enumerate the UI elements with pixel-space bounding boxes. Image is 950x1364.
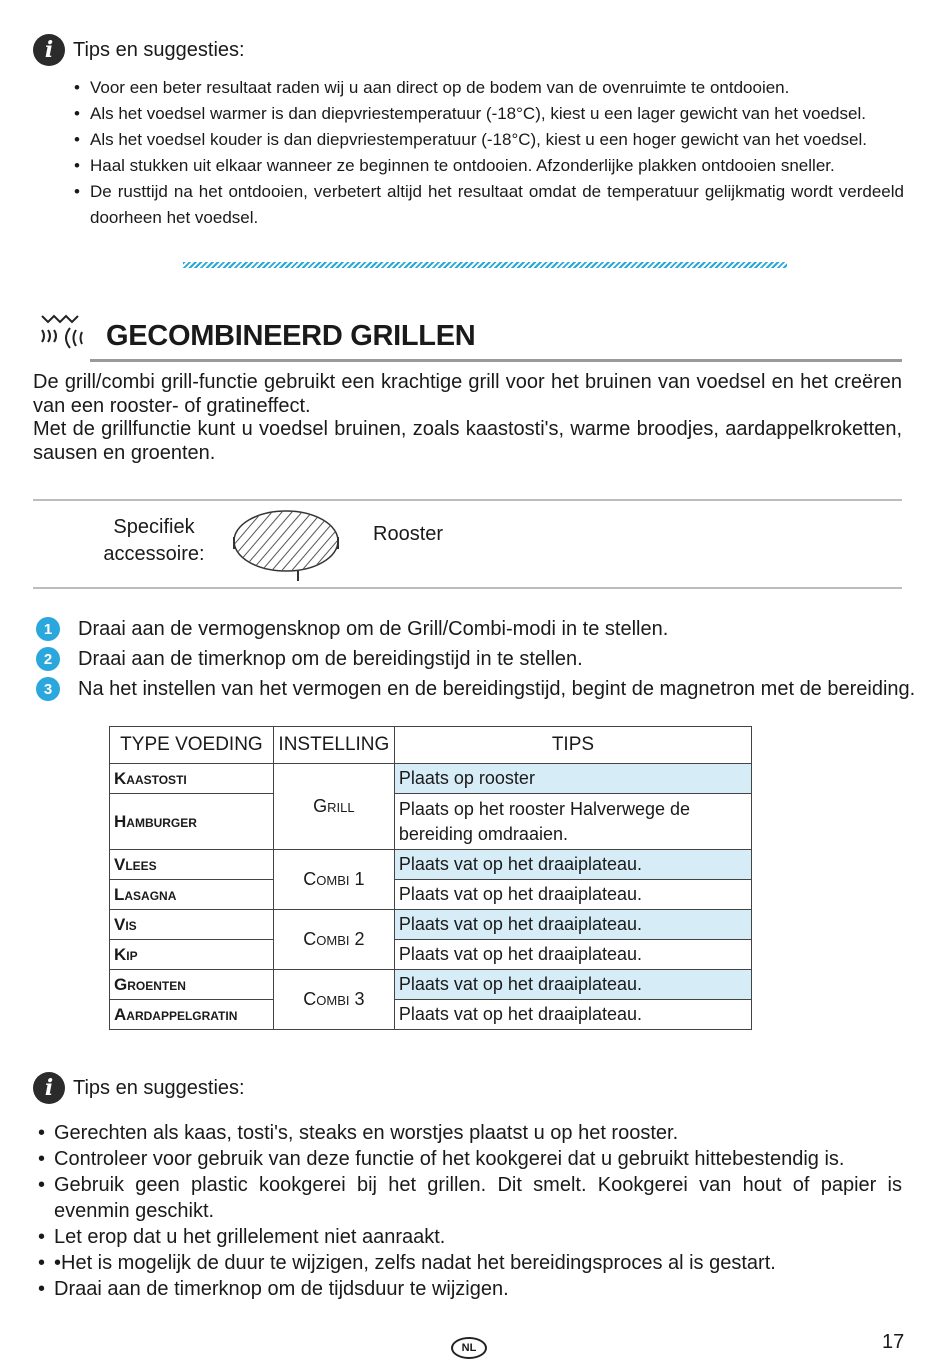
page-number: 17 [882, 1331, 905, 1353]
title-rule [90, 359, 902, 362]
step-item [36, 614, 915, 644]
list-item: • Voor een beter resultaat raden wij u aan direct op de bodem van de ovenruimte te ontdooien. [74, 75, 904, 101]
list-item: • Als het voedsel warmer is dan diepvriestemperatuur (-18°C), kiest u een lager gewicht van het voedsel. [74, 101, 904, 127]
step-number: 3 [36, 677, 60, 701]
setting-cell: Combi 3 [273, 970, 394, 1030]
tip-cell: Plaats vat op het draaiplateau. [394, 970, 751, 1000]
tips-header-top [33, 34, 245, 66]
info-icon: i [33, 34, 65, 66]
tips-list-bottom [38, 1120, 902, 1302]
section-intro [33, 371, 902, 465]
list-item: • Let erop dat u het grillelement niet aanraakt. [38, 1224, 902, 1250]
section-title: GECOMBINEERD GRILLEN [106, 320, 476, 352]
column-header: TIPS [394, 727, 751, 764]
table-row [110, 970, 752, 1000]
accessory-label-line2: accessoire: [103, 543, 205, 565]
table-row [110, 764, 752, 794]
food-type: Vis [110, 910, 274, 940]
step-item [36, 644, 915, 674]
tip-cell: Plaats vat op het draaiplateau. [394, 910, 751, 940]
food-type: Kip [110, 940, 274, 970]
list-item: • Gebruik geen plastic kookgerei bij het grillen. Dit smelt. Kookgerei van hout of papier is evenmin geschikt. [38, 1172, 902, 1224]
list-item: • Draai aan de timerknop om de tijdsduur te wijzigen. [38, 1276, 902, 1302]
table-row [110, 910, 752, 940]
tips-heading: Tips en suggesties: [73, 38, 245, 61]
food-type: Kaastosti [110, 764, 274, 794]
food-type: Groenten [110, 970, 274, 1000]
table-header-row [110, 727, 752, 764]
intro-paragraph-2: Met de grillfunctie kunt u voedsel bruinen, zoals kaastosti's, warme broodjes, aardappelkroketten, sausen en groenten. [33, 418, 902, 464]
setting-cell: Combi 1 [273, 850, 394, 910]
settings-table [109, 726, 752, 1030]
accessory-top-rule [33, 499, 902, 501]
grill-combi-icon [38, 312, 90, 352]
tip-cell: Plaats vat op het draaiplateau. [394, 940, 751, 970]
language-badge: NL [451, 1337, 487, 1359]
setting-cell: Combi 2 [273, 910, 394, 970]
list-item: • Gerechten als kaas, tosti's, steaks en worstjes plaatst u op het rooster. [38, 1120, 902, 1146]
table-row [110, 1000, 752, 1030]
food-type: Vlees [110, 850, 274, 880]
food-type: Aardappelgratin [110, 1000, 274, 1030]
steps-list [36, 614, 915, 704]
list-item: • De rusttijd na het ontdooien, verbetert altijd het resultaat omdat de temperatuur gelijkmatig wordt verdeeld doorheen het voedsel. [74, 179, 904, 231]
tips-list-top [74, 75, 904, 231]
list-item: • Als het voedsel kouder is dan diepvriestemperatuur (-18°C), kiest u een hoger gewicht van het voedsel. [74, 127, 904, 153]
column-header: TYPE VOEDING [110, 727, 274, 764]
step-text: Na het instellen van het vermogen en de bereidingstijd, begint de magnetron met de bereiding. [78, 677, 916, 700]
step-number: 2 [36, 647, 60, 671]
step-number: 1 [36, 617, 60, 641]
tip-cell: Plaats op rooster [394, 764, 751, 794]
setting-cell: Grill [273, 764, 394, 850]
tip-cell: Plaats vat op het draaiplateau. [394, 880, 751, 910]
accessory-bottom-rule [33, 587, 902, 589]
step-text: Draai aan de timerknop om de bereidingstijd in te stellen. [78, 647, 583, 670]
table-row [110, 940, 752, 970]
rack-icon [228, 505, 343, 585]
table-row [110, 794, 752, 850]
accessory-label [90, 514, 218, 568]
tip-cell: Plaats vat op het draaiplateau. [394, 1000, 751, 1030]
food-type: Hamburger [110, 794, 274, 850]
step-text: Draai aan de vermogensknop om de Grill/Combi-modi in te stellen. [78, 617, 669, 640]
list-item: • Controleer voor gebruik van deze functie of het kookgerei dat u gebruikt hittebestendig is. [38, 1146, 902, 1172]
tips-heading: Tips en suggesties: [73, 1076, 245, 1099]
list-item: • Haal stukken uit elkaar wanneer ze beginnen te ontdooien. Afzonderlijke plakken ontdooien sneller. [74, 153, 904, 179]
table-row [110, 850, 752, 880]
food-type: Lasagna [110, 880, 274, 910]
intro-paragraph-1: De grill/combi grill-functie gebruikt een krachtige grill voor het bruinen van voedsel en het creëren van een rooster- of gratineffect. [33, 371, 902, 417]
accessory-name: Rooster [373, 523, 444, 545]
table-row [110, 880, 752, 910]
tip-cell: Plaats op het rooster Halverwege de bereiding omdraaien. [394, 794, 751, 850]
step-item [36, 674, 915, 704]
accessory-label-line1: Specifiek [113, 516, 195, 538]
info-icon: i [33, 1072, 65, 1104]
tip-cell: Plaats vat op het draaiplateau. [394, 850, 751, 880]
list-item: • •Het is mogelijk de duur te wijzigen, zelfs nadat het bereidingsproces al is gestart. [38, 1250, 902, 1276]
column-header: INSTELLING [273, 727, 394, 764]
wave-divider [183, 262, 787, 268]
tips-header-bottom [33, 1072, 245, 1104]
